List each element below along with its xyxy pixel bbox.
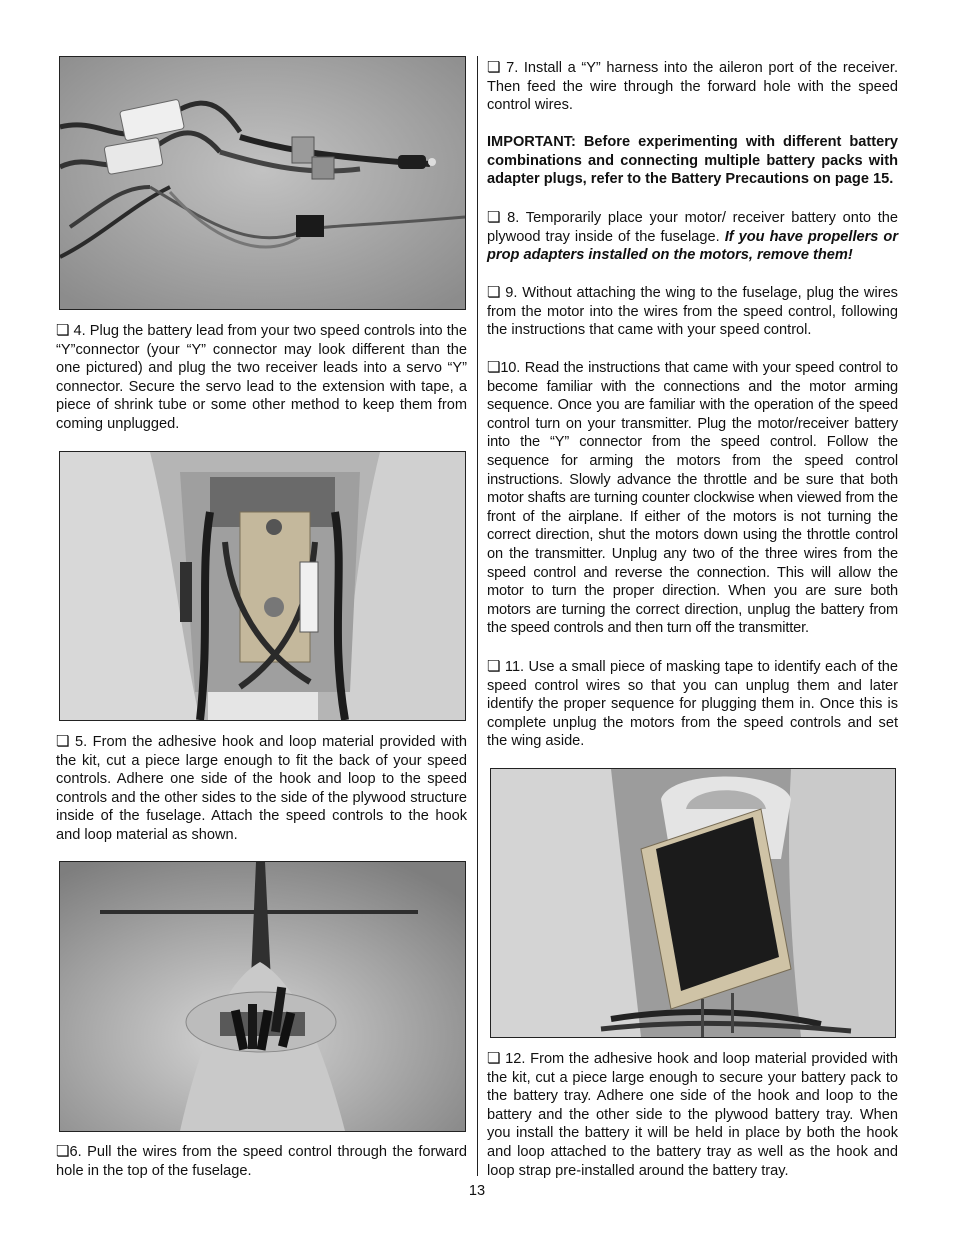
page-number: 13 xyxy=(468,1183,486,1199)
important-note: IMPORTANT: Before experimenting with different battery combinations and connecting multiple battery packs with adapter plugs, refer to the Battery Precautions on page 15. xyxy=(487,134,898,188)
step-9 xyxy=(487,283,898,340)
step-7 xyxy=(487,58,898,115)
step-4 xyxy=(56,321,467,434)
step-8-text: 8. Temporarily place your motor/ receiver battery onto the plywood tray inside of the fuselage. xyxy=(487,210,898,245)
checkbox-icon[interactable]: ❏ xyxy=(487,208,501,226)
checkbox-icon[interactable]: ❏ xyxy=(56,1142,70,1160)
photo-fuselage-interior xyxy=(59,451,466,721)
column-divider xyxy=(477,56,478,1176)
step-12 xyxy=(487,1049,898,1180)
checkbox-icon[interactable]: ❏ xyxy=(487,58,501,76)
step-9-text: 9. Without attaching the wing to the fuselage, plug the wires from the motor into the wires from the speed control, following the instructions that came with your speed control. xyxy=(487,285,898,339)
step-5-text: 5. From the adhesive hook and loop material provided with the kit, cut a piece large enough to fit the back of your speed controls. Adhere one side of the hook and loop to the speed controls and the other sides to the side of the plywood structure inside of the fuselage. Attach the speed controls to the hook and loop material as shown. xyxy=(56,734,467,843)
step-12-text: 12. From the adhesive hook and loop material provided with the kit, cut a piece large enough to secure your battery pack to the battery tray. Adhere one side of the hook and loop to the battery and the other side to the plywood battery tray. When you install the battery it will be held in place by both the hook and loop attached to the battery tray as well as the hook and loop strap pre-installed around the battery tray. xyxy=(487,1051,898,1179)
step-10 xyxy=(487,358,898,638)
step-8 xyxy=(487,208,898,265)
checkbox-icon[interactable]: ❏ xyxy=(487,657,501,675)
step-4-text: 4. Plug the battery lead from your two speed controls into the “Y”connector (your “Y” connector may look different than the one pictured) and plug the two receiver leads into a servo “Y” connector. Secure the servo lead to the extension with tape, a piece of shrink tube or some other method to keep them from coming unplugged. xyxy=(56,323,467,432)
photo-wires-through-hole xyxy=(59,861,466,1132)
step-11-text: 11. Use a small piece of masking tape to identify each of the speed control wires so that you can unplug them and later identify the proper sequence for plugging them in. Once this is complete unplug the motors from the speed controls and set the wing aside. xyxy=(487,659,898,750)
photo-battery-tray xyxy=(490,768,896,1038)
step-7-text: 7. Install a “Y” harness into the aileron port of the receiver. Then feed the wire through the forward hole with the speed control wires. xyxy=(487,60,898,114)
checkbox-icon[interactable]: ❏ xyxy=(56,732,70,750)
photo-speed-controls-y-harness xyxy=(59,56,466,310)
step-6 xyxy=(56,1142,467,1180)
step-5 xyxy=(56,732,467,845)
step-6-text: 6. Pull the wires from the speed control through the forward hole in the top of the fuselage. xyxy=(56,1144,467,1179)
checkbox-icon[interactable]: ❏ xyxy=(56,321,70,339)
step-11 xyxy=(487,657,898,751)
step-10-text: 10. Read the instructions that came with your speed control to become familiar with the connections and the motor arming sequence. Once you are familiar with the operation of the speed control turn on your transmitter. Plug the motor/receiver battery into the “Y” connector from the speed control. Follow the sequence for arming the motors from the speed control instructions. Slowly advance the throttle and be sure that both motor shafts are turning counter clockwise when viewed from the front of the airplane. If either of the motors is not turning the correct direction, shut the motors down using the throttle control on the transmitter. Unplug any two of the three wires from the speed control and reverse the connection. This will allow the motor to turn the proper direction. When you are sure both motors are turning the correct direction, unplug the battery from the speed controls and then turn off the transmitter. xyxy=(487,360,898,637)
checkbox-icon[interactable]: ❏ xyxy=(487,1049,501,1067)
step-8-warning: If you have propellers or prop adapters installed on the motors, remove them! xyxy=(487,228,899,264)
checkbox-icon[interactable]: ❏ xyxy=(487,358,501,376)
checkbox-icon[interactable]: ❏ xyxy=(487,283,501,301)
